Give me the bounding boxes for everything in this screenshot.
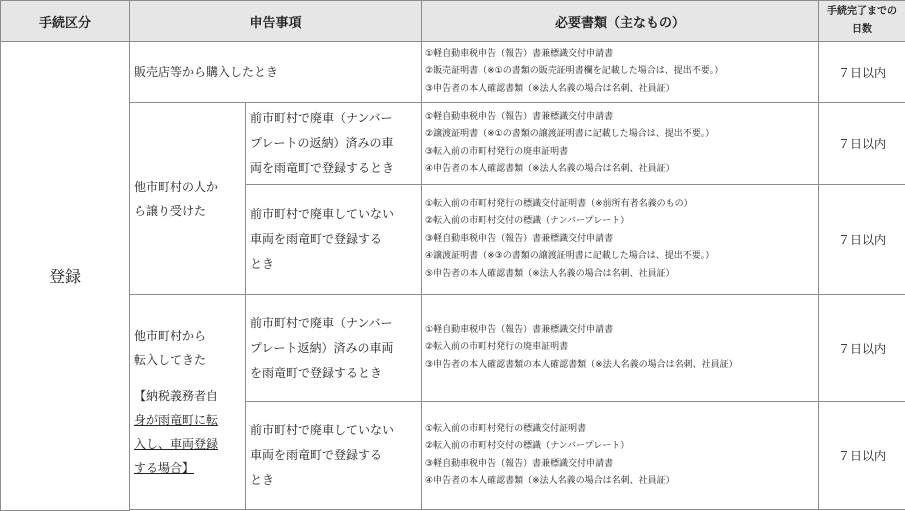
doc-line: ③軽自動車税申告（報告）書兼標識交付申請書 [425, 233, 614, 244]
doc-line: ③軽自動車税申告（報告）書兼標識交付申請書 [425, 458, 614, 469]
subitem-line: 前市町村で廃車していない [250, 423, 395, 437]
subitem-deregistered-plate-returned [246, 295, 422, 402]
item-transferred-from-other-municipality [130, 103, 246, 295]
item-line: 他市町村の人か [134, 179, 219, 194]
doc-line: ②転入前の市町村交付の標識（ナンバープレート） [425, 441, 630, 451]
doc-line: ②転入前の市町村交付の標識（ナンバープレート） [425, 216, 630, 227]
note-line: 【納税義務者自 [134, 389, 219, 403]
days-cell: ７日以内 [819, 185, 905, 295]
docs-cell [422, 103, 819, 185]
item-line: 他市町村から [134, 329, 207, 343]
note-line: 身が雨竜町に転 [134, 413, 219, 427]
item-line: ら譲り受けた [134, 203, 207, 218]
subitem-not-deregistered [246, 185, 422, 295]
header-declaration-item: 申告事項 [130, 1, 422, 42]
doc-line: ②譲渡証明書（※①の書類の譲渡証明書に記載した場合は、提出不要。） [425, 129, 715, 139]
header-days-to-complete [819, 1, 905, 42]
subitem-line: プレートの返納）済みの車 [250, 136, 394, 150]
doc-line: ③転入前の市町村発行の廃車証明書 [425, 146, 569, 157]
doc-line: ①転入前の市町村発行の標識交付証明書（※前所有者名義のもの） [425, 198, 693, 209]
subitem-line: を雨竜町で登録するとき [250, 365, 383, 380]
subitem-line: とき [250, 257, 275, 271]
header-required-documents: 必要書類（主なもの） [422, 1, 819, 42]
table-row [1, 295, 905, 402]
item-moved-in-from-other-municipality [130, 295, 246, 510]
subitem-line: プレート返納）済みの車両 [250, 340, 394, 355]
note-line: する場合】 [134, 461, 195, 475]
docs-cell [422, 42, 819, 103]
doc-line: ①軽自動車税申告（報告）書兼標識交付申請書 [425, 111, 614, 122]
doc-line: ⑤申告者の本人確認書類（※法人名義の場合は名刺、社員証） [425, 268, 675, 279]
category-registration: 登録 [1, 42, 130, 511]
subitem-line: 前市町村で廃車していない [250, 207, 395, 221]
item-purchase-from-dealer: 販売店等から購入したとき [130, 42, 422, 103]
days-cell: ７日以内 [819, 42, 905, 103]
docs-cell [422, 185, 819, 295]
doc-line: ④申告者の本人確認書類（※法人名義の場合は名刺、社員証） [425, 164, 675, 174]
item-line: 転入してきた [134, 353, 207, 367]
subitem-line: とき [250, 473, 275, 487]
doc-line: ②転入前の市町村発行の廃車証明書 [425, 342, 569, 353]
subitem-line: 両を雨竜町で登録するとき [250, 161, 395, 175]
subitem-deregistered-plate-returned [246, 103, 422, 185]
doc-line: ④申告者の本人確認書類（※法人名義の場合は名刺、社員証） [425, 476, 675, 486]
days-cell: ７日以内 [819, 103, 905, 185]
header-days-line1: 手続完了までの [827, 6, 898, 17]
table-row [1, 42, 905, 103]
subitem-line: 車両を雨竜町で登録する [250, 448, 383, 462]
subitem-line: 前市町村で廃車（ナンバー [250, 111, 393, 125]
header-procedure-category: 手続区分 [1, 1, 130, 42]
docs-cell [422, 402, 819, 510]
note-line: 入し、車両登録 [134, 437, 219, 451]
subitem-not-deregistered [246, 402, 422, 510]
days-cell: ７日以内 [819, 402, 905, 510]
doc-line: ③申告者の本人確認書類の本人確認書類（※法人名義の場合は名刺、社員証） [425, 359, 738, 370]
subitem-line: 前市町村で廃車（ナンバー [250, 315, 393, 330]
table-row [1, 103, 905, 185]
doc-line: ②販売証明書（※①の書類の販売証明書欄を記載した場合は、提出不要。） [425, 66, 724, 77]
doc-line: ①軽自動車税申告（報告）書兼標識交付申請書 [425, 48, 614, 59]
doc-line: ④譲渡証明書（※③の書類の譲渡証明書に記載した場合は、提出不要。） [425, 251, 715, 262]
days-cell: ７日以内 [819, 295, 905, 402]
docs-cell [422, 295, 819, 402]
doc-line: ③申告者の本人確認書類（※法人名義の場合は名刺、社員証） [425, 83, 675, 94]
header-row [1, 1, 905, 42]
subitem-line: 車両を雨竜町で登録する [250, 232, 383, 246]
doc-line: ①転入前の市町村発行の標識交付証明書 [425, 423, 587, 434]
header-days-line2: 日数 [852, 24, 873, 35]
doc-line: ①軽自動車税申告（報告）書兼標識交付申請書 [425, 324, 614, 335]
